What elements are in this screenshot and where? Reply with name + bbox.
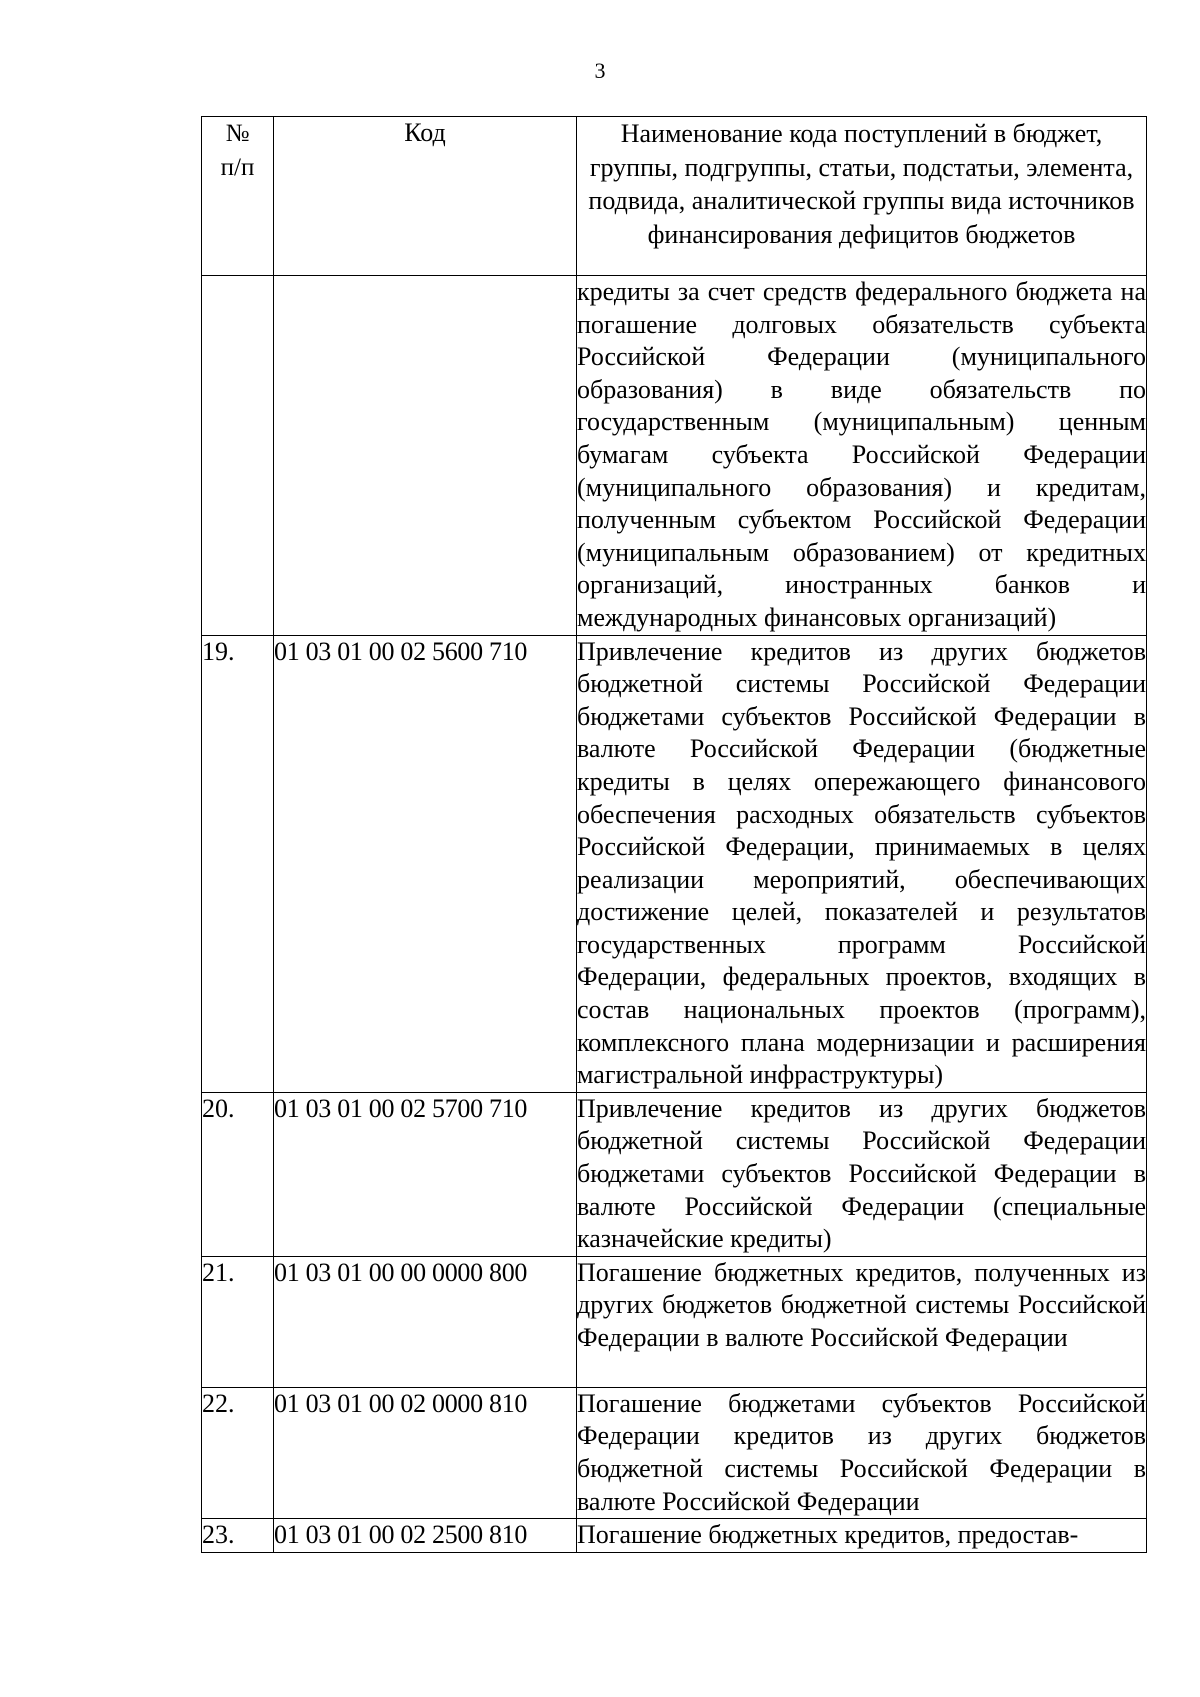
row-name: Привлечение кредитов из других бюджетов бюджетной системы Российской Федерации бюджетами субъектов Российской Федерации в валюте Российской Федерации (специальные казначейские кредиты) (577, 1092, 1147, 1256)
table-row (202, 1519, 1147, 1553)
row-code (274, 276, 577, 636)
row-name: Привлечение кредитов из других бюджетов бюджетной системы Российской Федерации бюджетами субъектов Российской Федерации в валюте Российской Федерации (бюджетные кредиты в целях опережающего финансового обеспечения расходных обязательств субъектов Российской Федерации, принимаемых в целях реализации мероприятий, обеспечивающих достижение целей, показателей и результатов государственных программ Российской Федерации, федеральных проектов, входящих в состав национальных проектов (программ), комплексного плана модернизации и расширения магистральной инфраструктуры) (577, 635, 1147, 1092)
row-name: Погашение бюджетами субъектов Российской Федерации кредитов из других бюджетов бюджетной системы Российской Федерации в валюте Российской Федерации (577, 1387, 1147, 1518)
table-row (202, 1092, 1147, 1256)
row-name: кредиты за счет средств федерального бюджета на погашение долговых обязательств субъекта Российской Федерации (муниципального образования) в виде обязательств по государственным (муниципальным) ценным бумагам субъекта Российской Федерации (муниципального образования) и кредитам, полученным субъектом Российской Федерации (муниципальным образованием) от кредитных организаций, иностранных банков и международных финансовых организаций) (577, 276, 1147, 636)
row-number: 23. (202, 1519, 274, 1553)
row-number: 20. (202, 1092, 274, 1256)
header-number-symbol: № (225, 120, 250, 147)
header-number (202, 117, 274, 276)
row-code: 01 03 01 00 02 5600 710 (274, 635, 577, 1092)
row-code: 01 03 01 00 02 5700 710 (274, 1092, 577, 1256)
table-row (202, 276, 1147, 636)
row-code: 01 03 01 00 02 2500 810 (274, 1519, 577, 1553)
table-row (202, 635, 1147, 1092)
row-code: 01 03 01 00 00 0000 800 (274, 1256, 577, 1387)
row-number (202, 276, 274, 636)
row-code: 01 03 01 00 02 0000 810 (274, 1387, 577, 1518)
row-number: 19. (202, 635, 274, 1092)
page-number: 3 (594, 58, 606, 83)
table-header-row (202, 117, 1147, 276)
budget-sources-table (201, 116, 1147, 1553)
row-number: 22. (202, 1387, 274, 1518)
header-name: Наименование кода поступлений в бюджет, группы, подгруппы, статьи, подстатьи, элемента, подвида, аналитической группы вида источников финансирования дефицитов бюджетов (577, 117, 1147, 276)
header-code: Код (274, 117, 577, 276)
table-row (202, 1256, 1147, 1387)
row-name: Погашение бюджетных кредитов, полученных из других бюджетов бюджетной системы Российской Федерации в валюте Российской Федерации (577, 1256, 1147, 1387)
row-number: 21. (202, 1256, 274, 1387)
header-number-abbrev: п/п (220, 154, 255, 181)
row-name: Погашение бюджетных кредитов, предостав- (577, 1519, 1147, 1553)
table-row (202, 1387, 1147, 1518)
